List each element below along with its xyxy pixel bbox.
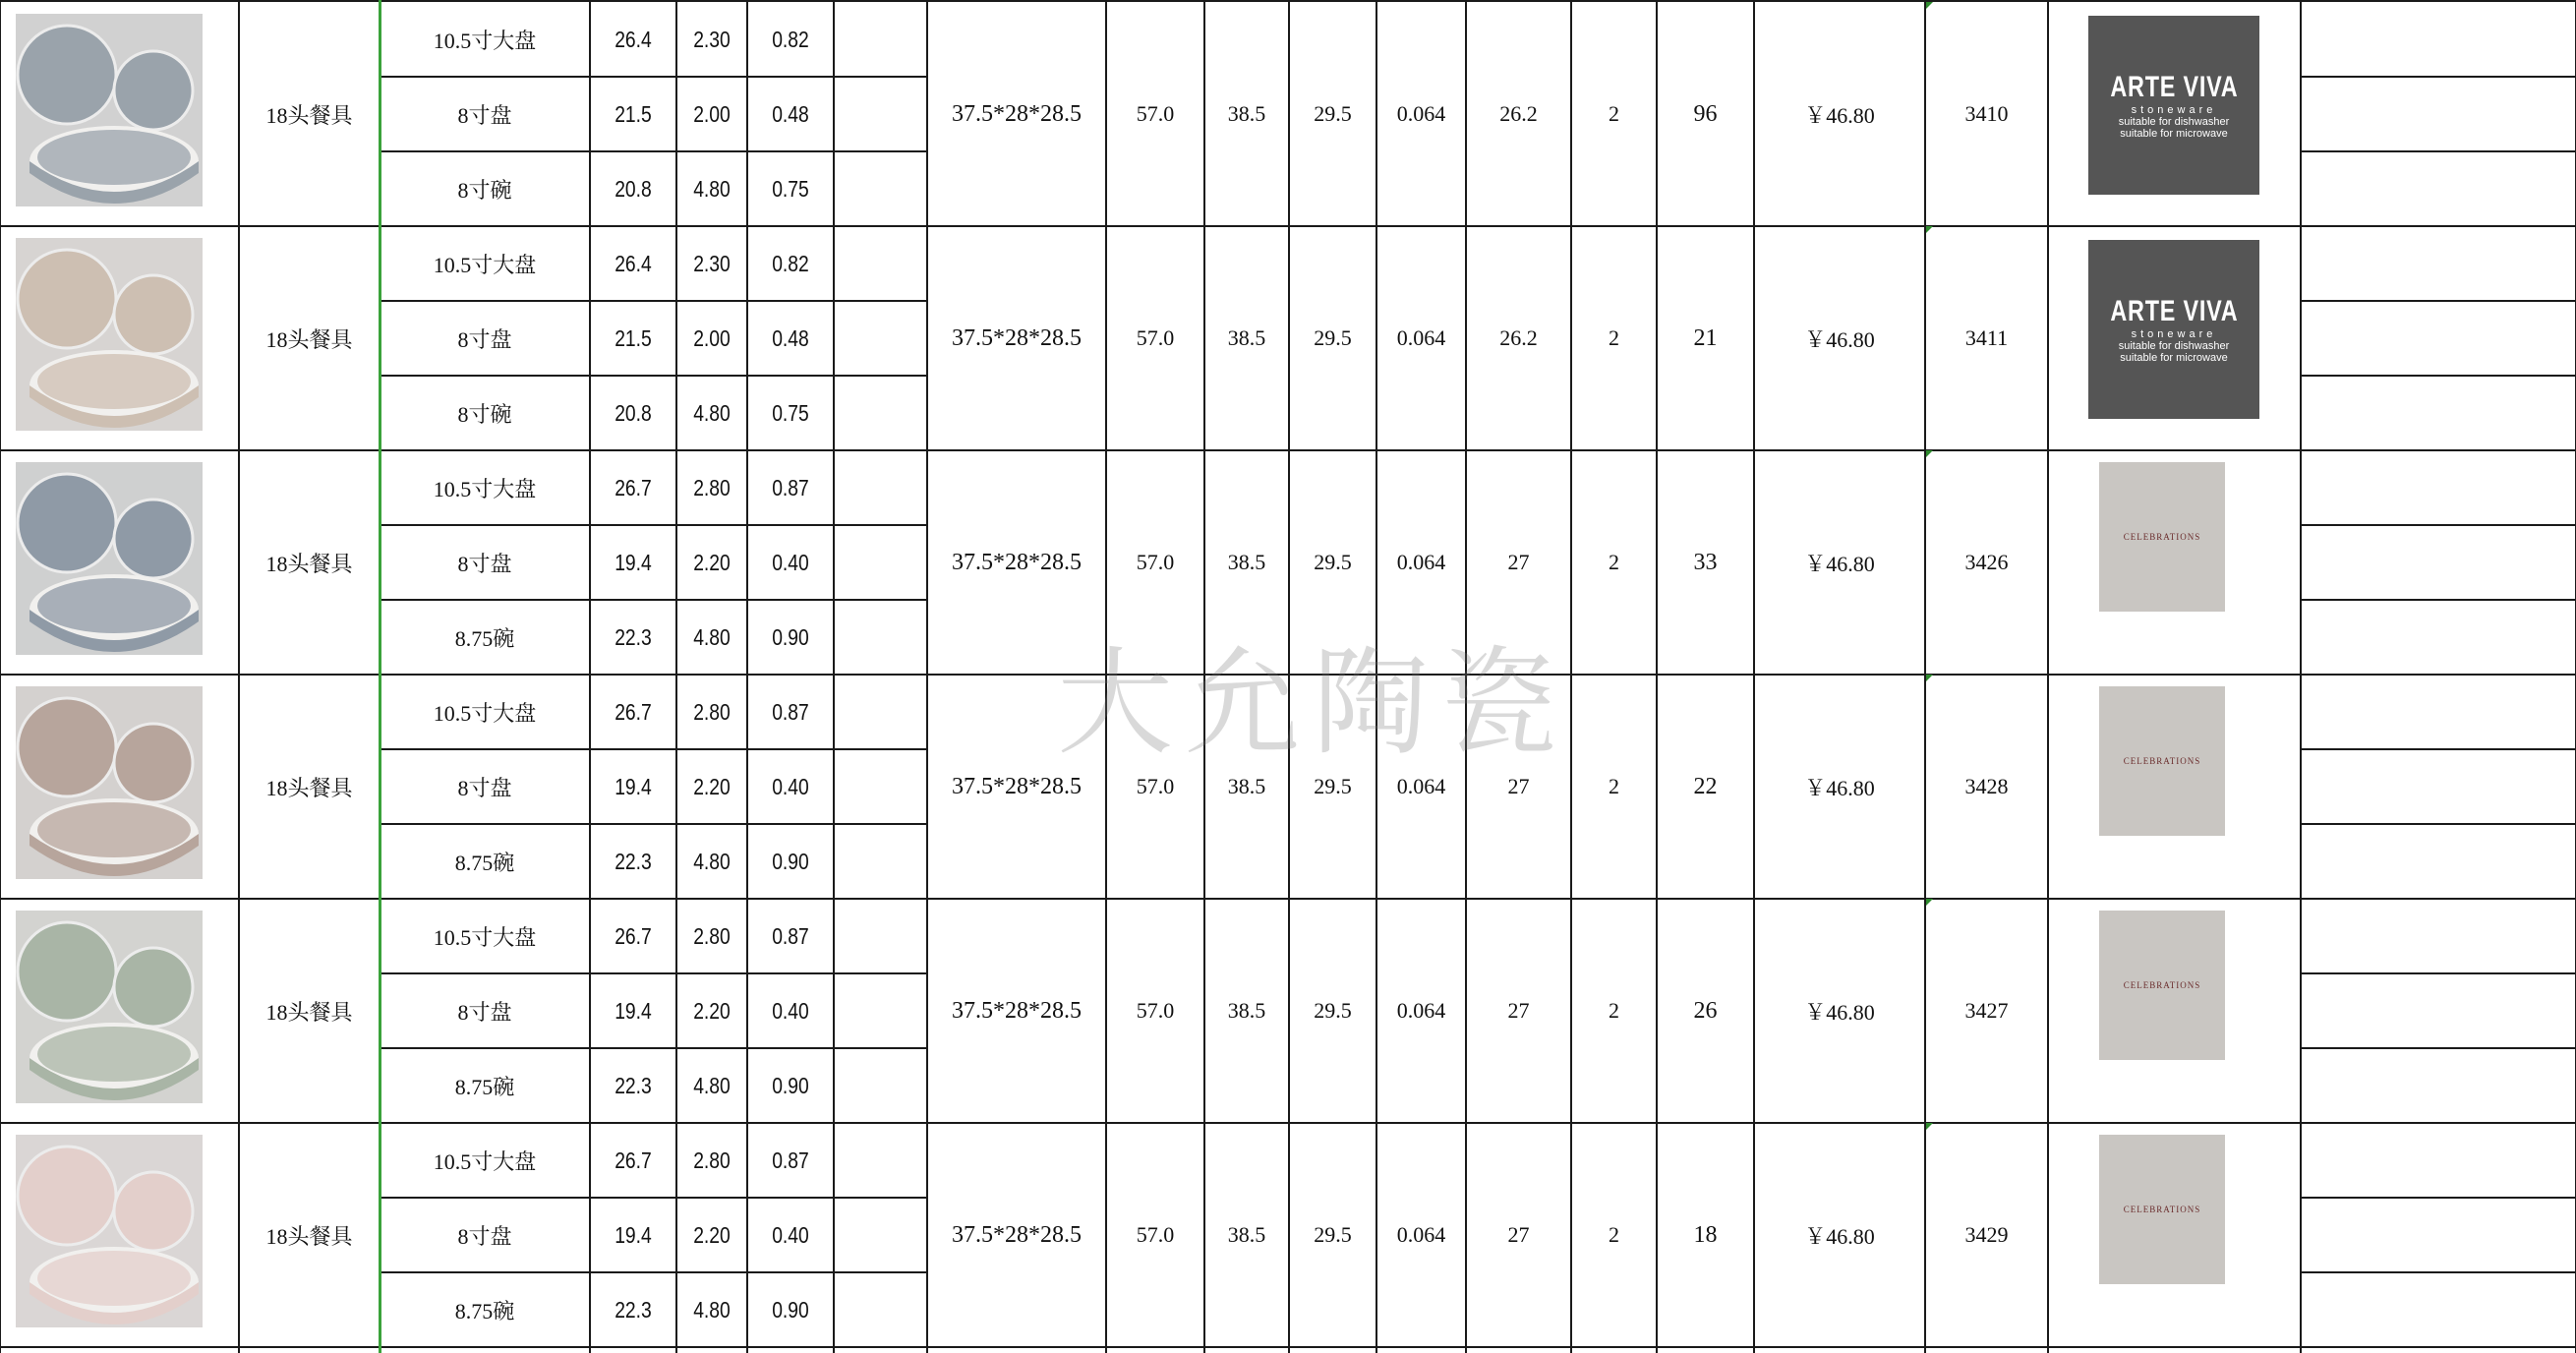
grid-line — [2301, 524, 2576, 526]
gross-weight: 57.0 — [1136, 998, 1175, 1023]
sets-per-carton: 2 — [1609, 1222, 1619, 1247]
item-size: 10.5寸大盘 — [433, 252, 537, 277]
net-weight: 27 — [1507, 998, 1530, 1023]
tableware-image — [16, 238, 203, 431]
grid-line — [2301, 1047, 2576, 1049]
grid-line — [0, 1346, 1466, 1348]
comment-marker — [1925, 1123, 1933, 1131]
unit-price: ￥46.80 — [1804, 326, 1875, 352]
brand-label — [2099, 686, 2225, 836]
item-size: 8寸盘 — [457, 551, 512, 576]
gross-weight: 57.0 — [1136, 1222, 1175, 1247]
grid-line — [1466, 1346, 1571, 1348]
comment-marker — [1925, 899, 1933, 907]
grid-line — [1288, 0, 1290, 1353]
stock-quantity: 22 — [1693, 773, 1718, 799]
brand-label — [2099, 1135, 2225, 1284]
stock-quantity: 21 — [1693, 324, 1718, 351]
item-height: 2.30 — [693, 26, 731, 52]
item-size: 10.5寸大盘 — [433, 28, 537, 53]
item-height: 4.80 — [693, 399, 731, 426]
product-code: 3426 — [1964, 550, 2009, 574]
item-size: 8.75碗 — [454, 625, 515, 651]
grid-line — [2301, 375, 2576, 377]
brand-note: suitable for microwave — [2120, 128, 2228, 140]
grid-line — [1656, 0, 1658, 1353]
grid-line — [2047, 0, 2049, 1353]
net-weight: 26.2 — [1499, 101, 1538, 126]
item-weight: 0.87 — [772, 1147, 809, 1173]
carton-height: 29.5 — [1314, 998, 1352, 1023]
grid-line — [380, 1271, 927, 1273]
gross-weight: 57.0 — [1136, 774, 1175, 798]
item-size: 8.75碗 — [454, 1074, 515, 1099]
item-size: 8寸盘 — [457, 102, 512, 128]
gross-weight: 57.0 — [1136, 101, 1175, 126]
item-size: 8寸碗 — [457, 177, 512, 203]
item-height: 4.80 — [693, 848, 731, 874]
item-diameter: 22.3 — [615, 848, 652, 874]
carton-width: 38.5 — [1227, 998, 1266, 1023]
item-size: 8.75碗 — [454, 850, 515, 875]
item-diameter: 26.4 — [615, 26, 652, 52]
grid-line — [380, 76, 927, 78]
product-name: 18头餐具 — [265, 102, 353, 128]
item-weight: 0.40 — [772, 1221, 809, 1248]
item-height: 4.80 — [693, 1296, 731, 1323]
carton-size: 37.5*28*28.5 — [952, 100, 1082, 127]
grid-line — [589, 0, 591, 1353]
grid-line — [2301, 823, 2576, 825]
item-size: 10.5寸大盘 — [433, 1148, 537, 1174]
volume-cbm: 0.064 — [1396, 101, 1446, 126]
product-name: 18头餐具 — [265, 551, 353, 576]
carton-height: 29.5 — [1314, 774, 1352, 798]
sets-per-carton: 2 — [1609, 325, 1619, 350]
item-weight: 0.48 — [772, 100, 809, 127]
comment-marker — [1925, 450, 1933, 458]
item-weight: 0.87 — [772, 922, 809, 949]
item-height: 2.80 — [693, 698, 731, 725]
item-diameter: 26.7 — [615, 922, 652, 949]
brand-label — [2099, 462, 2225, 612]
grid-line — [2301, 599, 2576, 601]
tableware-image — [16, 14, 203, 206]
product-photo — [16, 1135, 203, 1327]
net-weight: 27 — [1507, 550, 1530, 574]
item-weight: 0.87 — [772, 474, 809, 500]
grid-line — [2301, 150, 2576, 152]
item-weight: 0.75 — [772, 175, 809, 202]
item-diameter: 21.5 — [615, 100, 652, 127]
item-weight: 0.82 — [772, 250, 809, 276]
grid-line — [2301, 76, 2576, 78]
carton-height: 29.5 — [1314, 101, 1352, 126]
unit-price: ￥46.80 — [1804, 551, 1875, 576]
product-photo — [16, 14, 203, 206]
grid-line — [380, 150, 927, 152]
item-height: 2.20 — [693, 1221, 731, 1248]
carton-width: 38.5 — [1227, 1222, 1266, 1247]
product-photo — [16, 462, 203, 655]
volume-cbm: 0.064 — [1396, 1222, 1446, 1247]
carton-width: 38.5 — [1227, 325, 1266, 350]
stock-quantity: 96 — [1693, 100, 1718, 127]
item-height: 4.80 — [693, 1072, 731, 1098]
grid-line — [2301, 972, 2576, 974]
grid-line — [380, 524, 927, 526]
item-weight: 0.90 — [772, 623, 809, 650]
carton-size: 37.5*28*28.5 — [952, 997, 1082, 1024]
item-weight: 0.90 — [772, 1072, 809, 1098]
volume-cbm: 0.064 — [1396, 774, 1446, 798]
net-weight: 26.2 — [1499, 325, 1538, 350]
unit-price: ￥46.80 — [1804, 775, 1875, 800]
brand-note: suitable for dishwasher — [2118, 340, 2230, 352]
grid-line — [0, 0, 1, 1353]
net-weight: 27 — [1507, 1222, 1530, 1247]
brand-name: ARTE VIVA — [2109, 295, 2239, 327]
item-height: 2.20 — [693, 997, 731, 1024]
brand-subtitle: stoneware — [2131, 104, 2217, 116]
stock-quantity: 18 — [1693, 1221, 1718, 1248]
grid-line — [2301, 1271, 2576, 1273]
item-weight: 0.48 — [772, 324, 809, 351]
carton-height: 29.5 — [1314, 550, 1352, 574]
item-weight: 0.40 — [772, 773, 809, 799]
gross-weight: 57.0 — [1136, 325, 1175, 350]
carton-width: 38.5 — [1227, 101, 1266, 126]
grid-line — [1571, 1346, 2576, 1348]
product-name: 18头餐具 — [265, 326, 353, 352]
carton-size: 37.5*28*28.5 — [952, 324, 1082, 351]
product-name: 18头餐具 — [265, 999, 353, 1025]
carton-width: 38.5 — [1227, 774, 1266, 798]
grid-line — [380, 1197, 927, 1199]
grid-line — [380, 748, 927, 750]
item-height: 2.20 — [693, 773, 731, 799]
item-weight: 0.40 — [772, 997, 809, 1024]
product-code: 3428 — [1964, 774, 2009, 798]
grid-line — [2301, 1197, 2576, 1199]
item-diameter: 19.4 — [615, 997, 652, 1024]
carton-size: 37.5*28*28.5 — [952, 1221, 1082, 1248]
comment-marker — [1925, 226, 1933, 234]
item-height: 2.80 — [693, 922, 731, 949]
item-diameter: 22.3 — [615, 1072, 652, 1098]
volume-cbm: 0.064 — [1396, 325, 1446, 350]
brand-label — [2088, 16, 2259, 195]
item-size: 10.5寸大盘 — [433, 476, 537, 501]
grid-line — [2300, 0, 2302, 1353]
grid-line — [1924, 0, 1926, 1353]
brand-subtitle: stoneware — [2131, 328, 2217, 340]
grid-line — [2301, 300, 2576, 302]
item-diameter: 26.7 — [615, 474, 652, 500]
item-weight: 0.75 — [772, 399, 809, 426]
carton-height: 29.5 — [1314, 325, 1352, 350]
product-photo — [16, 911, 203, 1103]
item-height: 2.20 — [693, 549, 731, 575]
item-weight: 0.90 — [772, 1296, 809, 1323]
item-size: 8寸盘 — [457, 1223, 512, 1249]
tableware-image — [16, 911, 203, 1103]
item-diameter: 19.4 — [615, 773, 652, 799]
grid-line — [380, 375, 927, 377]
item-height: 4.80 — [693, 175, 731, 202]
unit-price: ￥46.80 — [1804, 102, 1875, 128]
item-size: 8寸盘 — [457, 999, 512, 1025]
grid-line — [1203, 0, 1205, 1353]
grid-line — [2301, 748, 2576, 750]
item-height: 2.30 — [693, 250, 731, 276]
item-height: 2.80 — [693, 1147, 731, 1173]
sets-per-carton: 2 — [1609, 101, 1619, 126]
grid-line — [380, 823, 927, 825]
unit-price: ￥46.80 — [1804, 1223, 1875, 1249]
product-code: 3410 — [1964, 101, 2009, 126]
item-size: 8寸盘 — [457, 775, 512, 800]
brand-name: CELEBRATIONS — [2123, 1205, 2201, 1214]
grid-line — [833, 0, 835, 1353]
product-name: 18头餐具 — [265, 1223, 353, 1249]
item-height: 2.80 — [693, 474, 731, 500]
unit-price: ￥46.80 — [1804, 999, 1875, 1025]
stock-quantity: 33 — [1693, 549, 1718, 575]
tableware-image — [16, 686, 203, 879]
sets-per-carton: 2 — [1609, 550, 1619, 574]
product-code: 3429 — [1964, 1222, 2009, 1247]
carton-width: 38.5 — [1227, 550, 1266, 574]
brand-name: CELEBRATIONS — [2123, 756, 2201, 766]
item-diameter: 26.7 — [615, 698, 652, 725]
item-weight: 0.87 — [772, 698, 809, 725]
brand-name: CELEBRATIONS — [2123, 980, 2201, 990]
sets-per-carton: 2 — [1609, 998, 1619, 1023]
grid-line — [380, 972, 927, 974]
volume-cbm: 0.064 — [1396, 550, 1446, 574]
item-diameter: 21.5 — [615, 324, 652, 351]
brand-label — [2099, 911, 2225, 1060]
item-size: 10.5寸大盘 — [433, 700, 537, 726]
item-height: 2.00 — [693, 100, 731, 127]
brand-note: suitable for dishwasher — [2118, 116, 2230, 128]
grid-line — [380, 1047, 927, 1049]
item-diameter: 19.4 — [615, 549, 652, 575]
item-height: 2.00 — [693, 324, 731, 351]
volume-cbm: 0.064 — [1396, 998, 1446, 1023]
grid-line — [380, 599, 927, 601]
stock-quantity: 26 — [1693, 997, 1718, 1024]
item-diameter: 26.7 — [615, 1147, 652, 1173]
grid-line — [238, 0, 240, 1353]
grid-line — [1465, 0, 1467, 1353]
product-photo — [16, 238, 203, 431]
item-diameter: 22.3 — [615, 1296, 652, 1323]
product-name: 18头餐具 — [265, 775, 353, 800]
comment-marker — [1925, 675, 1933, 682]
brand-label — [2088, 240, 2259, 419]
product-photo — [16, 686, 203, 879]
item-weight: 0.82 — [772, 26, 809, 52]
item-size: 8.75碗 — [454, 1298, 515, 1324]
grid-line — [1753, 0, 1755, 1353]
comment-marker — [1925, 2, 1933, 10]
item-diameter: 19.4 — [615, 1221, 652, 1248]
gross-weight: 57.0 — [1136, 550, 1175, 574]
item-diameter: 20.8 — [615, 399, 652, 426]
grid-line — [746, 0, 748, 1353]
grid-line — [379, 0, 381, 1353]
item-size: 10.5寸大盘 — [433, 924, 537, 950]
item-size: 8寸碗 — [457, 401, 512, 427]
item-size: 8寸盘 — [457, 326, 512, 352]
brand-name: CELEBRATIONS — [2123, 532, 2201, 542]
carton-size: 37.5*28*28.5 — [952, 549, 1082, 575]
brand-note: suitable for microwave — [2120, 352, 2228, 364]
tableware-image — [16, 1135, 203, 1327]
brand-name: ARTE VIVA — [2109, 71, 2239, 103]
grid-line — [380, 300, 927, 302]
product-code: 3411 — [1964, 325, 2009, 350]
sets-per-carton: 2 — [1609, 774, 1619, 798]
grid-line — [1376, 0, 1377, 1353]
item-weight: 0.40 — [772, 549, 809, 575]
grid-line — [1105, 0, 1107, 1353]
grid-line — [1570, 0, 1572, 1353]
tableware-image — [16, 462, 203, 655]
grid-line — [675, 0, 677, 1353]
watermark: 大允陶瓷 — [1057, 635, 1569, 771]
item-weight: 0.90 — [772, 848, 809, 874]
carton-height: 29.5 — [1314, 1222, 1352, 1247]
item-diameter: 26.4 — [615, 250, 652, 276]
item-diameter: 20.8 — [615, 175, 652, 202]
carton-size: 37.5*28*28.5 — [952, 773, 1082, 799]
net-weight: 27 — [1507, 774, 1530, 798]
item-height: 4.80 — [693, 623, 731, 650]
grid-line — [926, 0, 928, 1353]
item-diameter: 22.3 — [615, 623, 652, 650]
product-code: 3427 — [1964, 998, 2009, 1023]
